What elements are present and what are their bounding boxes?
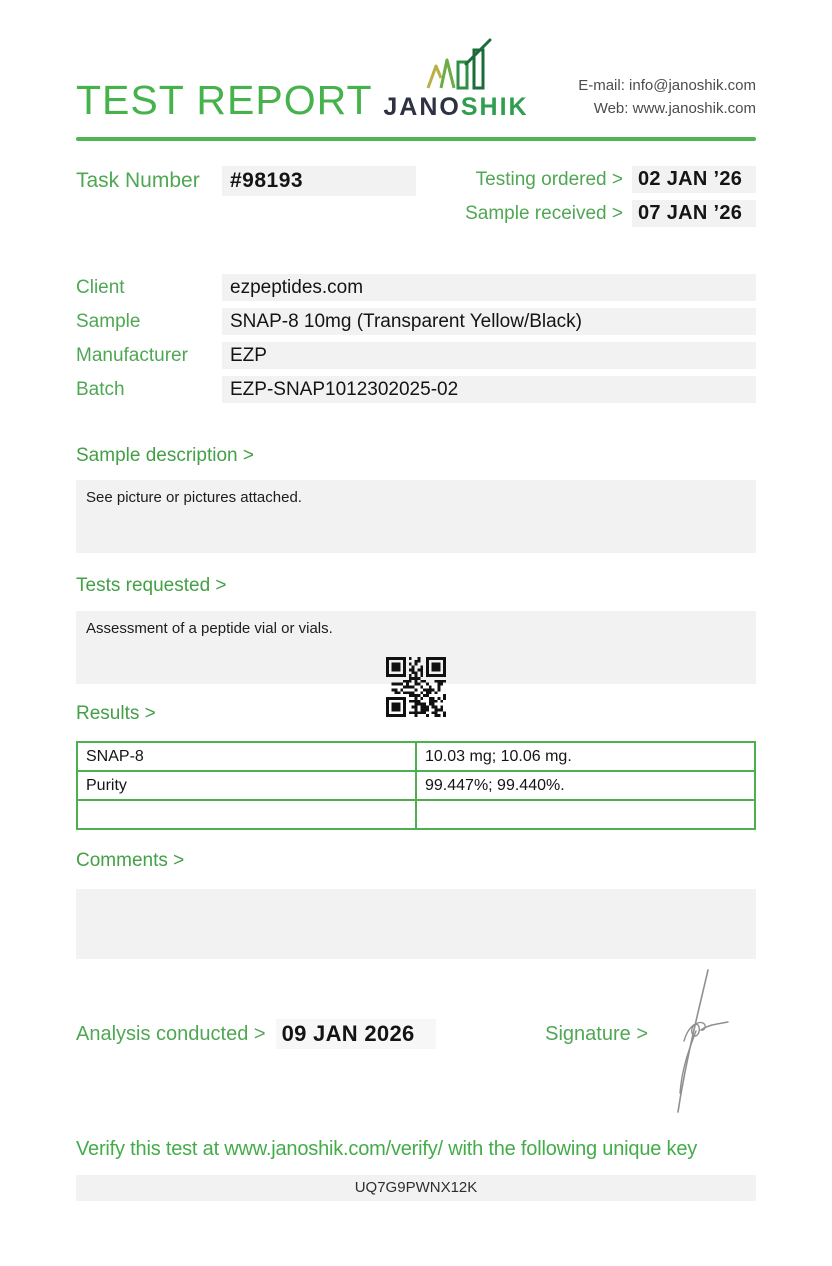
sample-received-label: Sample received > [465, 202, 623, 224]
manufacturer-label: Manufacturer [76, 344, 188, 366]
testing-ordered-row [465, 166, 756, 193]
task-number-value: #98193 [222, 166, 416, 196]
client-label: Client [76, 276, 125, 298]
signature-icon [648, 967, 738, 1117]
sample-description-box: See picture or pictures attached. [76, 480, 756, 553]
task-row [76, 166, 756, 227]
logo-wordmark [383, 93, 528, 122]
batch-label: Batch [76, 378, 125, 400]
logo-text-shik: SHIK [460, 93, 529, 121]
analysis-date: 09 JAN 2026 [276, 1019, 436, 1049]
qr-code [386, 657, 446, 717]
result-value [416, 800, 755, 829]
contact-email: E-mail: info@janoshik.com [578, 77, 756, 94]
table-row [77, 742, 755, 771]
result-value: 99.447%; 99.440%. [416, 771, 755, 800]
manufacturer-value: EZP [222, 342, 756, 369]
page-title: TEST REPORT [76, 77, 373, 123]
result-name: SNAP-8 [77, 742, 416, 771]
janoshik-logo [371, 38, 541, 122]
analysis-signature-row [76, 1019, 756, 1049]
verify-instruction: Verify this test at www.janoshik.com/verify/ with the following unique key [76, 1138, 698, 1160]
client-row [76, 274, 756, 301]
analysis-conducted-label: Analysis conducted > [76, 1022, 266, 1045]
batch-value: EZP-SNAP1012302025-02 [222, 376, 756, 403]
verify-key: UQ7G9PWNX12K [76, 1175, 756, 1201]
table-row [77, 771, 755, 800]
header-divider [76, 137, 756, 141]
result-name: Purity [77, 771, 416, 800]
results-table [76, 741, 756, 830]
logo-text-jano: JANO [383, 93, 461, 121]
batch-row [76, 376, 756, 403]
sample-description-heading: Sample description > [76, 445, 254, 466]
sample-label: Sample [76, 310, 141, 332]
testing-ordered-date: 02 JAN ’26 [632, 166, 756, 193]
report-header [76, 38, 756, 122]
sample-received-row [465, 200, 756, 227]
comments-box [76, 889, 756, 959]
results-section [76, 684, 756, 830]
tests-requested-heading: Tests requested > [76, 575, 227, 596]
result-value: 10.03 mg; 10.06 mg. [416, 742, 755, 771]
table-row [77, 800, 755, 829]
contact-web: Web: www.janoshik.com [593, 99, 756, 117]
dates-group [465, 166, 756, 227]
bar-chart-logo-icon [414, 38, 498, 90]
result-name [77, 800, 416, 829]
report-content [76, 38, 756, 1201]
sample-row [76, 308, 756, 335]
sample-received-date: 07 JAN ’26 [632, 200, 756, 227]
test-report-page [0, 38, 832, 1266]
sample-value: SNAP-8 10mg (Transparent Yellow/Black) [222, 308, 756, 335]
client-value: ezpeptides.com [222, 274, 756, 301]
tests-requested-box: Assessment of a peptide vial or vials. [76, 611, 756, 684]
results-heading: Results > [76, 703, 156, 724]
sample-info-section [76, 274, 756, 403]
manufacturer-row [76, 342, 756, 369]
comments-heading: Comments > [76, 850, 185, 871]
testing-ordered-label: Testing ordered > [475, 168, 623, 190]
task-number-label: Task Number [76, 169, 200, 192]
contact-info [578, 75, 756, 122]
signature-label: Signature > [545, 1022, 648, 1045]
